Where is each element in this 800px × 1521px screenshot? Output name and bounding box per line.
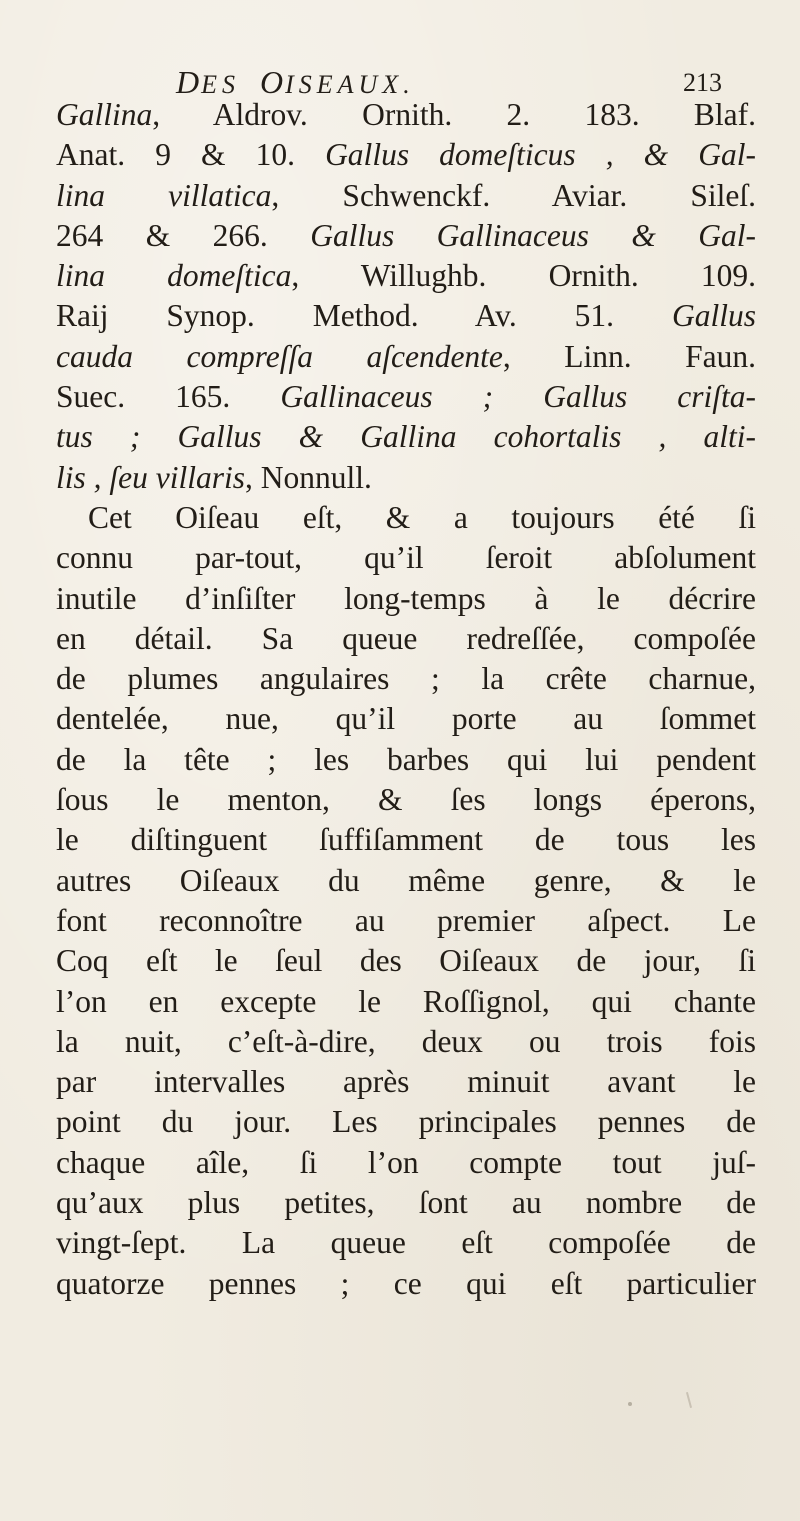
running-head-small-2: ISEAUX. xyxy=(285,70,415,99)
page-number: 213 xyxy=(683,68,722,97)
running-head-initial-2: O xyxy=(260,64,286,100)
text-line xyxy=(56,780,756,820)
text-segment: connu par-tout, qu’il ſeroit abſolument xyxy=(56,540,756,576)
text-line xyxy=(56,498,756,538)
text-segment: l’on en excepte le Roſſignol, qui chante xyxy=(56,983,756,1019)
text-segment: le diſtinguent ſuffiſamment de tous les xyxy=(56,822,756,858)
text-segment: dentelée, nue, qu’il porte au ſommet xyxy=(56,701,756,737)
text-segment: de plumes angulaires ; la crête charnue, xyxy=(56,661,756,697)
text-segment: ſous le menton, & ſes longs éperons, xyxy=(56,782,756,818)
text-line xyxy=(56,296,756,336)
text-segment: en détail. Sa queue redreſſée, compoſée xyxy=(56,620,756,656)
text-segment: par intervalles après minuit avant le xyxy=(56,1064,756,1100)
text-segment: , Nonnull. xyxy=(245,459,372,495)
text-line xyxy=(56,337,756,377)
text-line xyxy=(56,1143,756,1183)
italic-segment: Gallus xyxy=(671,298,756,334)
text-line xyxy=(56,619,756,659)
text-segment: point du jour. Les principales pennes de xyxy=(56,1104,756,1140)
italic-segment: Gallinaceus ; Gallus criſta- xyxy=(280,379,756,415)
text-segment: 264 & 266. xyxy=(56,217,311,253)
text-line xyxy=(56,659,756,699)
text-segment: Suec. 165. xyxy=(56,379,281,415)
text-segment: la nuit, c’eſt-à-dire, deux ou trois fois xyxy=(56,1023,756,1059)
text-line xyxy=(56,579,756,619)
text-line xyxy=(56,458,756,498)
italic-segment: Gallus domeſticus , & Gal- xyxy=(325,137,756,173)
text-line xyxy=(56,1062,756,1102)
running-head-small-1: ES xyxy=(201,70,240,99)
text-segment: Cet Oiſeau eſt, & a toujours été ſi xyxy=(88,499,756,535)
text-segment: vingt-ſept. La queue eſt compoſée de xyxy=(56,1225,756,1261)
text-segment: , Aldrov. Ornith. 2. 183. Blaf. xyxy=(152,97,756,132)
text-line xyxy=(56,1264,756,1304)
text-line xyxy=(56,95,756,135)
text-line xyxy=(56,176,756,216)
text-segment: quatorze pennes ; ce qui eſt particulier xyxy=(56,1265,756,1301)
text-segment: , Linn. Faun. xyxy=(502,338,756,374)
text-segment: inutile d’inſiſter long-temps à le décrire xyxy=(56,580,756,616)
paper-speck xyxy=(628,1402,632,1406)
italic-segment: Gallina xyxy=(56,97,153,132)
text-line xyxy=(56,1183,756,1223)
text-line xyxy=(56,256,756,296)
text-segment: Coq eſt le ſeul des Oiſeaux de jour, ſi xyxy=(56,943,756,979)
text-segment: font reconnoître au premier aſpect. Le xyxy=(56,902,756,938)
text-line xyxy=(56,538,756,578)
italic-segment: lis , ſeu villaris xyxy=(56,459,245,495)
text-line xyxy=(56,1223,756,1263)
text-line xyxy=(56,901,756,941)
italic-segment: lina villatica xyxy=(56,177,272,213)
text-segment: , Schwenckf. Aviar. Sileſ. xyxy=(271,177,756,213)
text-line xyxy=(56,699,756,739)
text-line xyxy=(56,820,756,860)
text-segment: , Willughb. Ornith. 109. xyxy=(291,258,756,294)
paper-mark xyxy=(686,1392,692,1408)
italic-segment: tus ; Gallus & Gallina cohortalis , alti- xyxy=(56,419,756,455)
text-line xyxy=(56,982,756,1022)
text-segment: autres Oiſeaux du même genre, & le xyxy=(56,862,756,898)
text-line xyxy=(56,941,756,981)
text-line xyxy=(56,135,756,175)
italic-segment: lina domeſtica xyxy=(56,258,292,294)
text-segment: Anat. 9 & 10. xyxy=(56,137,326,173)
text-segment: chaque aîle, ſi l’on compte tout juſ- xyxy=(56,1144,756,1180)
text-segment: qu’aux plus petites, ſont au nombre de xyxy=(56,1185,756,1221)
text-segment: de la tête ; les barbes qui lui pendent xyxy=(56,741,756,777)
italic-segment: Gallus Gallinaceus & Gal- xyxy=(310,217,756,253)
text-segment: Raij Synop. Method. Av. 51. xyxy=(56,298,672,334)
text-line xyxy=(56,1022,756,1062)
text-line xyxy=(56,1102,756,1142)
text-line xyxy=(56,417,756,457)
body-text xyxy=(56,95,756,1304)
running-head-initial-1: D xyxy=(176,64,202,100)
text-line xyxy=(56,861,756,901)
text-line xyxy=(56,216,756,256)
text-line xyxy=(56,377,756,417)
italic-segment: cauda compreſſa aſcendente xyxy=(56,338,503,374)
text-line xyxy=(56,740,756,780)
